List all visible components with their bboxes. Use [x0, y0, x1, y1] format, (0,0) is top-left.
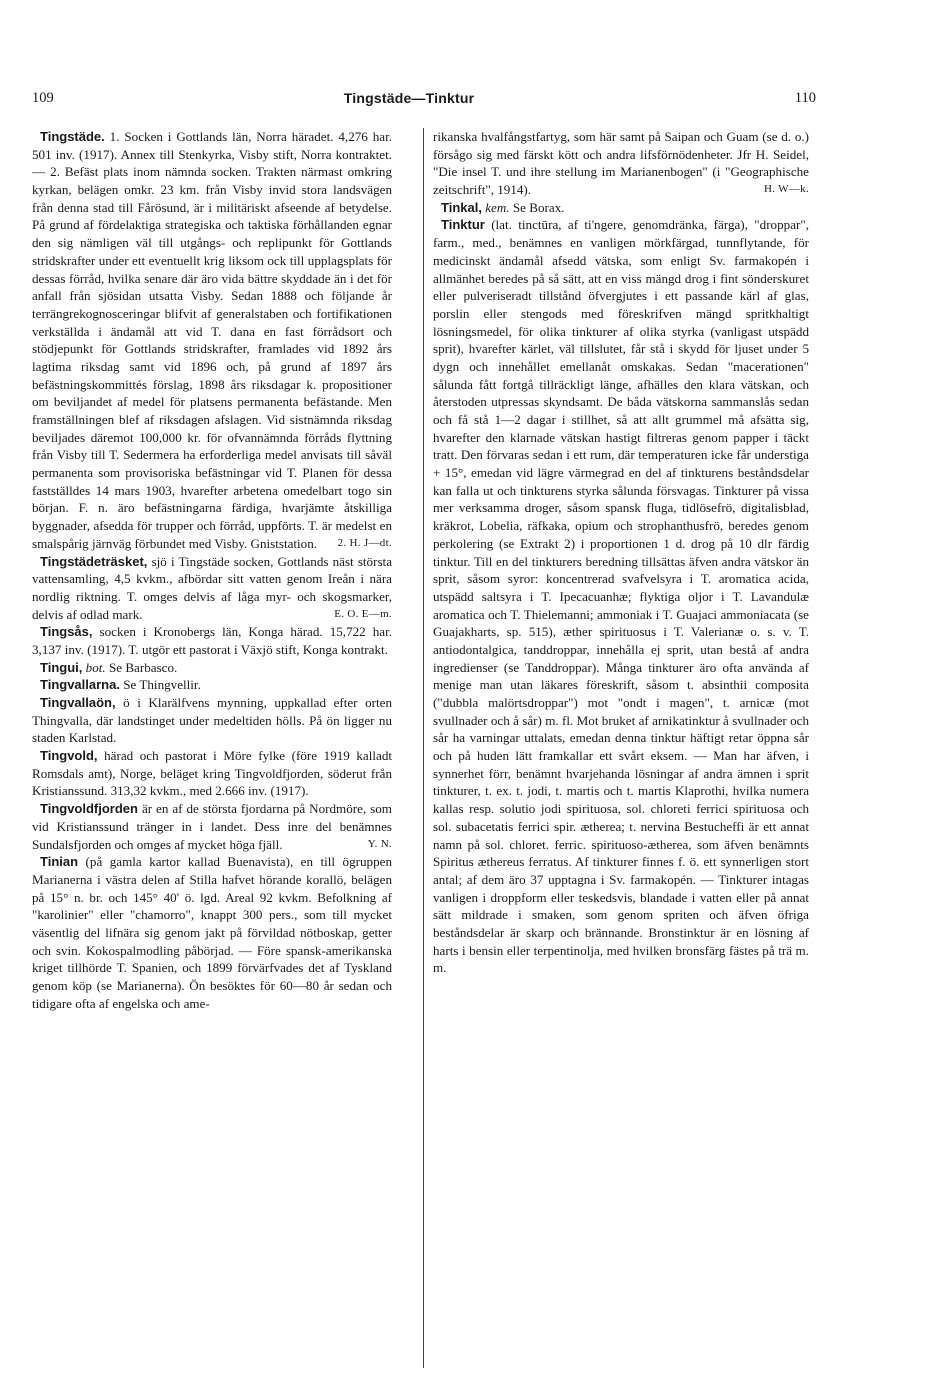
dictionary-entry: [32, 747, 392, 800]
entry-gloss: kem.: [485, 199, 510, 215]
dictionary-entry: [32, 128, 392, 553]
entry-text: ö i Klarälfvens mynning, uppkallad efter orten Thingvalla, där landstinget under medeltiden hölls. På ön ligger nu staden Karlstad.: [32, 695, 392, 746]
entry-headword: Tinkal,: [441, 199, 482, 215]
entry-headword: Tingvallaön,: [40, 695, 116, 710]
author-signature: H. W—k.: [764, 183, 809, 196]
author-signature: 2. H. J—dt.: [337, 536, 392, 549]
dictionary-entry: [32, 853, 392, 1012]
entry-text: sjö i Tingstäde socken, Gottlands näst största vattensamling, 4,5 kvkm., afbördar sitt vatten genom Ireån i nära nordlig riktning. T. omges delvis af låga myr- och skogsmarker, delvis af odlad mark.: [32, 553, 393, 622]
running-header: [0, 90, 928, 112]
dictionary-entry: [433, 199, 809, 217]
entry-headword: Tinian: [40, 854, 79, 870]
entry-text: härad och pastorat i Möre fylke (före 1919 kalladt Romsdals amt), Norge, beläget kring Tingvoldfjorden, söderut från Kristianssund. 313,32 kvkm., med 2.666 inv. (1917).: [32, 748, 392, 799]
dictionary-entry: [32, 694, 392, 747]
dictionary-entry: [32, 553, 392, 624]
page-number-right: 110: [794, 90, 816, 106]
entry-text: är en af de största fjordarna på Nordmöre, som vid Kristianssund tränger in i landet. Dess inre del benämnes Sundalsfjorden och omges af mycket höga fjäll.: [32, 801, 392, 852]
entry-text: 1. Socken i Gottlands län, Norra häradet. 4,276 har. 501 inv. (1917). Annex till Stenkyrka, Visby stift, Norra kontraktet. — 2. Befäst plats inom nämnda socken. Trakten närmast omkring kyrkan, belägen omkr. 23 km. från Visby invid stora landsvägen från denna stad till Fårösund, är i militäriskt afseende af betydelse. På grund af fördelaktiga strategiska och taktiska förhållanden egnar den sig nämligen väl till utgångs- och replipunkt för Gottlands stridskrafter under ett eventuellt krig liksom ock till upplagsplats för dessas förråd, hvilka senare där äro vida bättre skyddade än i det för anfall från sjösidan utsatta Visby. Sedan 1888 och följande år terrängrekognosceringar blifvit af generalstaben och fortifikationen verkställda i ändamål att vid T. dana en fast förrådsort och stödjepunkt för Gottlands stridskrafter, framlades vid 1892 års lagtima riksdag samt vid 1896 och, på grund af 1897 års befästningskommittés förslag, 1898 års riksdagar k. propositioner om beviljandet af medel för platsens permanenta befästande. Men framställningen blef af riksdagen afslagen. Vid sistnämnda riksdag beviljades däremot 100,000 kr. för ofvannämnda förråds flyttning från Visby till T. Sedermera ha erforderliga medel anvisats till såväl permanenta som provisoriska befästningar vid T. Planen för dessa fastställdes 14 mars 1903, hvarefter arbetena omedelbart togo sin början. F. n. äro befästningarna färdiga, hvarjämte åtskilliga byggnader, afsedda för trupper och förråd, uppförts. T. är medelst en smalspårig järnväg förbundet med Visby. Gniststation.: [32, 129, 392, 551]
dictionary-entry: [433, 216, 809, 977]
entry-text: Se Thingvellir.: [123, 677, 201, 693]
entry-text: rikanska hvalfångstfartyg, som här samt på Saipan och Guam (se d. o.) försågo sig med färskt kött och andra lifsförnödenheter. Jfr H. Seidel, "Die insel T. und ihre stellung im Marianenbogen" (i "Geographische zeitschrift", 1914).: [433, 129, 809, 198]
entry-headword: Tingvoldfjorden: [40, 801, 138, 817]
page-number-left: 109: [32, 90, 54, 106]
author-signature: Y. N.: [367, 837, 392, 850]
dictionary-entry: [32, 659, 392, 677]
entry-headword: Tingsås,: [40, 624, 93, 640]
entry-text: (på gamla kartor kallad Buenavista), en till ögruppen Marianerna i västra delen af Stilla hafvet hörande korallö, belägen på 15° n. br. och 145° 40' ö. lgd. Areal 92 kvkm. Befolkning af "karolinier" eller "chamorro", knappt 300 pers., som till mycket väsentlig del lifnära sig genom jakt på förvildad nötboskap, getter och svin. Kokospalmodling påbörjad. — Före spansk-amerikanska kriget tillhörde T. Spanien, och 1899 förvärfvades det af Tyskland genom köp (se Marianerna). Ön besöktes för 60—80 år sedan och tidigare ofta af engelska och ame-: [32, 854, 392, 1011]
dictionary-entry: [32, 800, 392, 853]
entry-headword: Tingui,: [40, 659, 83, 675]
dictionary-entry: [32, 676, 392, 694]
entry-gloss: bot.: [85, 659, 106, 675]
entry-text: Se Barbasco.: [108, 659, 178, 675]
dictionary-entry: [32, 623, 392, 658]
entry-text: (lat. tinctūra, af ti'ngere, genomdränka, färga), "droppar", farm., med., benämnes en vanligen mörkfärgad, tunnflytande, för medicinskt ändamål afsedd vätska, som enligt Sv. farmakopén i allmänhet beredes på så sätt, att en viss mängd drog i fint sönderskuret eller pulveriseradt tillstånd öfvergjutes i ett passande kärl af glas, porslin eller stengods med föreskrifven mängd spritkhaltigt lösningsmedel, för olika tinkturer af olika styrka (vanligast utspädd sprit), hvarefter kärlet, väl tillslutet, får stå i skydd för ljuset under 5 dygn och innehållet emellanåt omskakas. Sedan "macerationen" sålunda fått fortgå tillräckligt länge, afhälles den klara vätskan, och återstoden utpressas skyndsamt. De båda vätskorna sammanslås sedan och få stå 1—2 dagar i stillhet, så att allt grummel må afsätta sig, hvarefter den klarnade vätskan hastigt filtreras genom papper i täckt tratt. Den förvaras sedan i ett rum, där temperaturen icke får understiga + 15°, emedan vid lägre värmegrad en del af tinkturens beståndsdelar kan falla ut och tinkturens styrka sålunda försvagas. Tinkturer på vissa mer verksamma droger, såsom spansk fluga, tidlösefrö, digitalisblad, kräkrot, Lobelia, räfkaka, opium och strophanthusfrö, beredes genom perkolering (se Extrakt 2) i proportionen 1 d. drog på 10 dlr färdig tinktur. Till en del tinkturers beredning tillsättas äfven andra vätskor än sprit, såsom syror: koncentrerad svafvelsyra i T. aromatica acida, utspädd saltsyra i T. Ipecacuanhæ; flyktiga oljor i T. Lavandulæ aromatica och T. Thielemanni; ammoniak i T. Guajaci ammoniacata (se Guajakharts, sp. 515), æther spirituosus i T. Valerianæ o. s. v. T. antiodontalgica, tanddroppar, innehålla ej sprit, utan bestå af andra ingredienser (se Tanddroppar). Många tinkturer äro ofta använda af menige man utan läkares föreskrift, såsom t. absinthii composita ("dubbla malörtsdroppar") mot "ondt i magen", t. arnicæ (mot svullnader och å sår) m. fl. Mot bruket af arnikatinktur å svullnader och sår ha varningar uttalats, emedan denna tinktur häftigt retar öppna sår och på huden lätt framkallar ett svårt eksem. — Man har äfven, i synnerhet förr, benämnt hvarjehanda lösningar af andra ämnen i sprit tinkturer, t. ex. t. jodi, t. martis och t. martis Klaprothi, hvilka numera kallas resp. solutio jodi spirituosa, sol. chloreti ferrici spirituosa och sol. subacetatis ferrici spir. ætherea; t. nervina Bestucheffi är ett annat namn på sol. chloret. ferric. spirituoso-ætherea, som äfven benämnts Spiritus æthereus ferratus. Af tinkturer finnes f. ö. ett synnerligen stort antal; af dem äro 37 upptagna i Sv. farmakopén. — Tinkturer intagas vanligen i droppform eller teskedsvis, blandade i vatten eller på annat sätt mildrade i smaken, som genom spriten och äfven öfriga beståndsdelar är skarp och brännande. Bronstinktur är en lösning af harts i bensin eller terpentinolja, med hvilken bronsfärg fästes på trä m. m.: [433, 217, 809, 976]
entry-headword: Tingstäde.: [40, 129, 105, 144]
author-signature: E. O. E—m.: [334, 607, 392, 620]
entry-headword: Tingvold,: [40, 748, 98, 764]
entry-text: socken i Kronobergs län, Konga härad. 15,722 har. 3,137 inv. (1917). T. utgör ett pastorat i Växjö stift, Konga kontrakt.: [32, 624, 392, 657]
entry-headword: Tinktur: [441, 217, 485, 233]
entry-headword: Tingvallarna.: [40, 677, 120, 693]
dictionary-entry: [433, 128, 809, 199]
entry-headword: Tingstädeträsket,: [40, 553, 148, 569]
column-divider: [423, 128, 424, 1368]
running-title: Tingstäde—Tinktur: [343, 90, 475, 106]
right-column: [433, 128, 809, 977]
left-column: [32, 128, 392, 1012]
entry-text: Se Borax.: [512, 199, 565, 215]
